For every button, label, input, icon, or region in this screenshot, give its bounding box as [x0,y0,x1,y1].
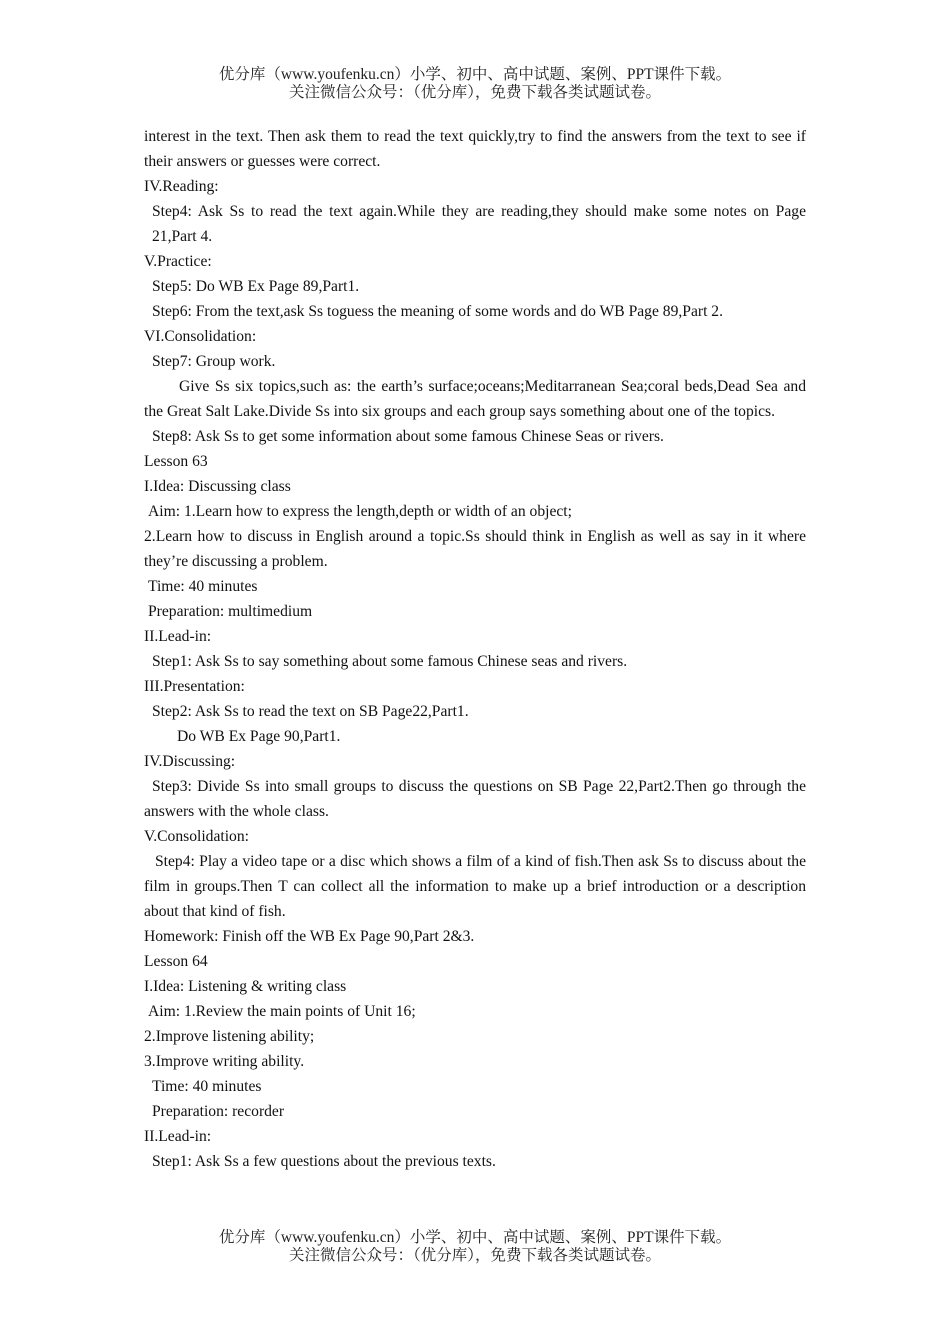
paragraph: Give Ss six topics,such as: the earth’s surface;oceans;Meditarranean Sea;coral beds,Dead Sea and the Great Salt Lake.Divide Ss into six groups and each group says something about one of the topics. [144,378,806,420]
paragraph: Step4: Play a video tape or a disc which shows a film of a kind of fish.Then ask Ss to discuss about the film in groups.Then T can collect all the information to make up a brief introduction or a description about that kind of fish. [144,853,806,920]
paragraph: Step1: Ask Ss to say something about some famous Chinese seas and rivers. [152,653,628,670]
section-heading: I.Idea: Discussing class [144,478,291,495]
section-heading: VI.Consolidation: [144,328,257,345]
paragraph: Step1: Ask Ss a few questions about the previous texts. [152,1153,496,1170]
document-body [144,124,806,1174]
paragraph: interest in the text. Then ask them to read the text quickly,try to find the answers from the text to see if their answers or guesses were correct. [144,128,806,170]
page-header [0,66,950,102]
lesson-title: Lesson 63 [144,453,208,470]
paragraph: Step8: Ask Ss to get some information about some famous Chinese Seas or rivers. [152,428,664,445]
paragraph: Preparation: multimedium [148,603,313,620]
section-heading: II.Lead-in: [144,628,212,645]
section-heading: III.Presentation: [144,678,245,695]
paragraph: Step6: From the text,ask Ss toguess the meaning of some words and do WB Page 89,Part 2. [152,303,723,320]
header-line-2: 关注微信公众号：（优分库），免费下载各类试题试卷。 [288,84,661,101]
paragraph: 3.Improve writing ability. [144,1053,305,1070]
paragraph: Time: 40 minutes [152,1078,262,1095]
paragraph: 2.Learn how to discuss in English around a topic.Ss should think in English as well as say in it where they’re discussing a problem. [144,528,806,570]
header-line-1: 优分库（www.youfenku.cn）小学、初中、高中试题、案例、PPT课件下载。 [218,66,732,83]
section-heading: II.Lead-in: [144,1128,212,1145]
paragraph: Step5: Do WB Ex Page 89,Part1. [152,278,360,295]
section-heading: IV.Reading: [144,178,219,195]
paragraph: Aim: 1.Learn how to express the length,depth or width of an object; [148,503,572,520]
footer-line-2: 关注微信公众号：（优分库），免费下载各类试题试卷。 [288,1247,661,1264]
footer-line-1: 优分库（www.youfenku.cn）小学、初中、高中试题、案例、PPT课件下载。 [218,1229,732,1246]
paragraph: Homework: Finish off the WB Ex Page 90,Part 2&3. [144,928,475,945]
section-heading: IV.Discussing: [144,753,236,770]
paragraph: Time: 40 minutes [148,578,258,595]
paragraph: Do WB Ex Page 90,Part1. [177,728,341,745]
paragraph: Step3: Divide Ss into small groups to discuss the questions on SB Page 22,Part2.Then go through the answers with the whole class. [144,778,806,820]
paragraph: Aim: 1.Review the main points of Unit 16; [148,1003,416,1020]
section-heading: I.Idea: Listening & writing class [144,978,347,995]
paragraph: Preparation: recorder [152,1103,285,1120]
paragraph: 2.Improve listening ability; [144,1028,315,1045]
section-heading: V.Consolidation: [144,828,249,845]
paragraph: Step4: Ask Ss to read the text again.While they are reading,they should make some notes on Page 21,Part 4. [152,203,806,245]
page-footer [0,1229,950,1265]
section-heading: V.Practice: [144,253,212,270]
paragraph: Step2: Ask Ss to read the text on SB Page22,Part1. [152,703,469,720]
paragraph: Step7: Group work. [152,353,276,370]
lesson-title: Lesson 64 [144,953,208,970]
